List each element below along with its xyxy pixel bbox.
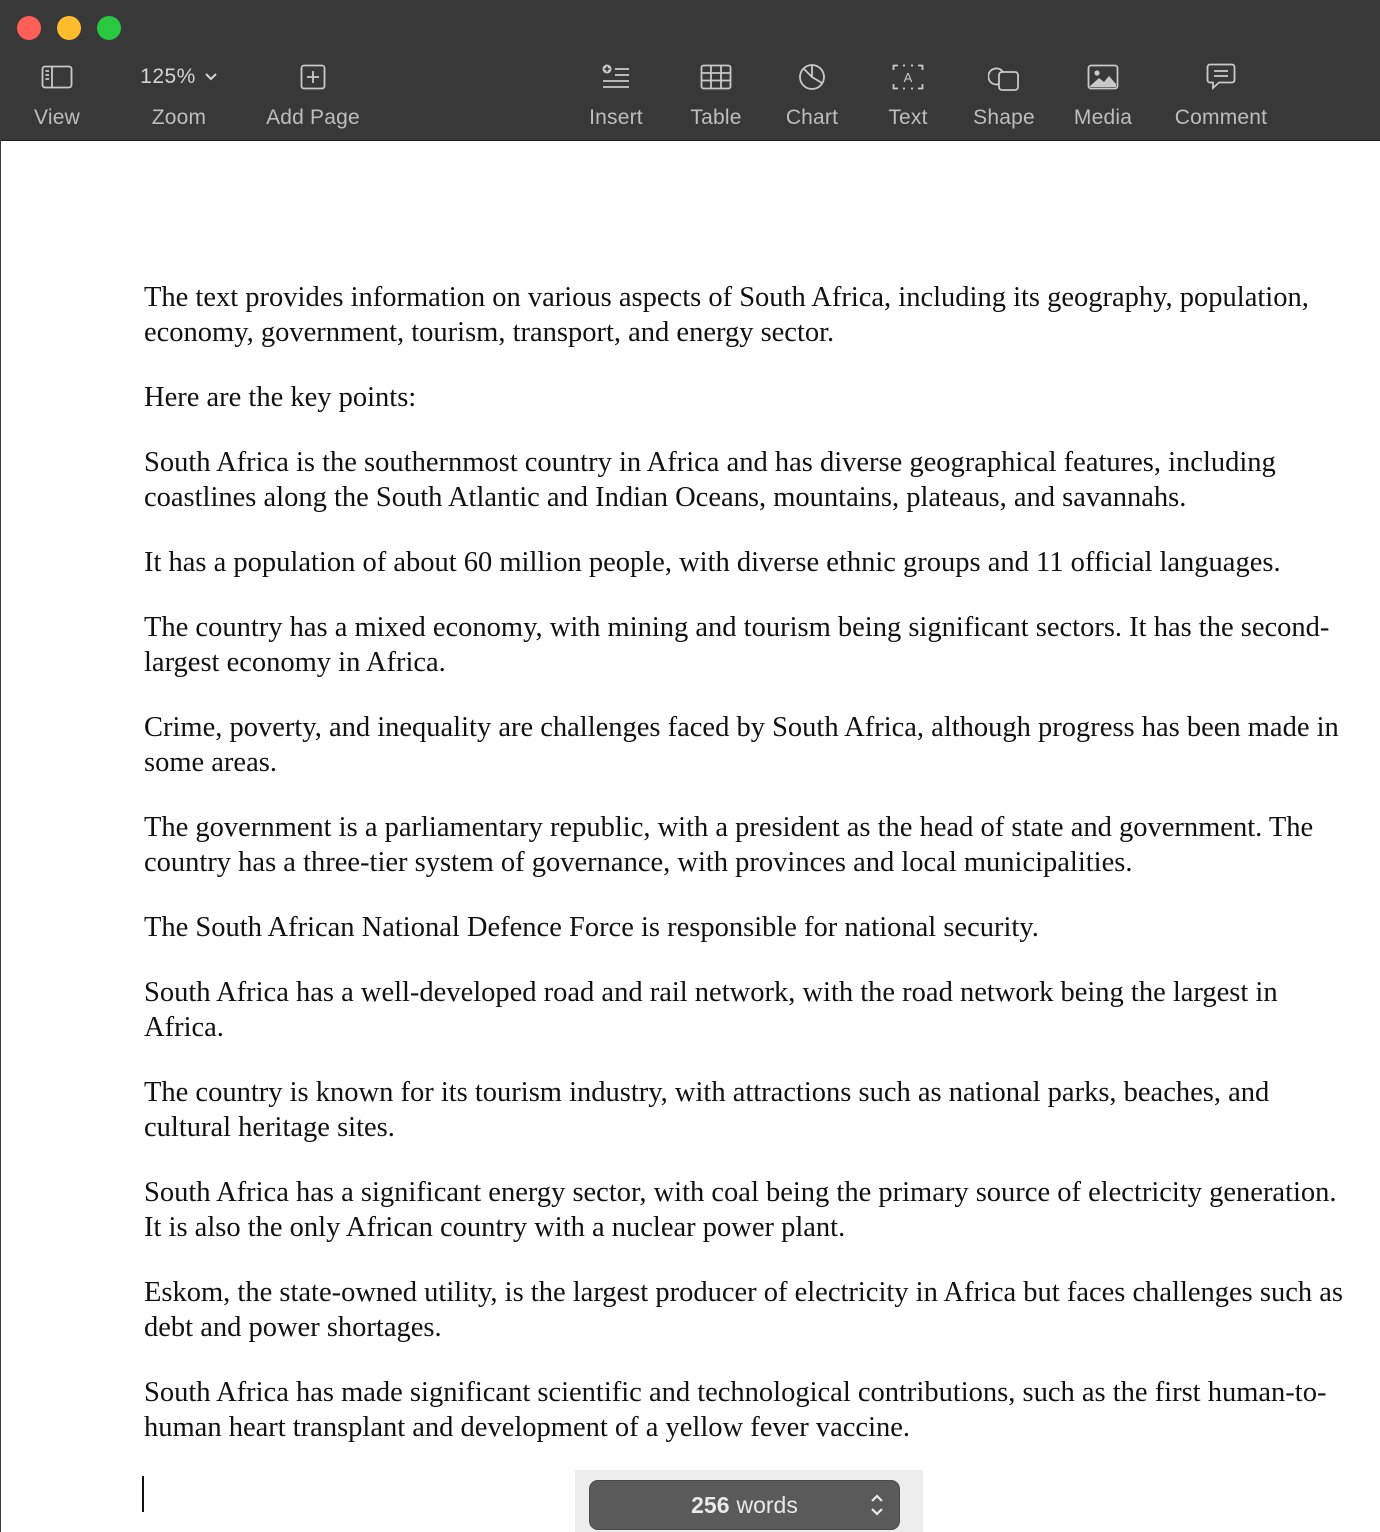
comment-button[interactable] <box>1167 58 1275 138</box>
insert-label: Insert <box>589 106 643 129</box>
insert-list-icon <box>601 58 631 96</box>
add-page-icon <box>300 58 326 96</box>
paragraph[interactable]: Here are the key points: <box>144 382 417 413</box>
chart-icon <box>798 58 826 96</box>
paragraph[interactable]: The country is known for its tourism industry, with attractions such as national parks, beaches, and cultural heritage sites. <box>144 1077 1270 1143</box>
toolbar <box>1 0 1380 141</box>
comment-label: Comment <box>1174 106 1268 129</box>
table-button[interactable] <box>685 58 747 138</box>
view-label: View <box>34 106 80 129</box>
sidebar-icon <box>41 58 73 96</box>
shape-label: Shape <box>973 106 1035 129</box>
insert-button[interactable] <box>583 58 649 138</box>
up-down-chevron-icon <box>869 1492 885 1524</box>
minimize-window-button[interactable] <box>57 16 81 40</box>
photo-icon <box>1087 58 1119 96</box>
table-label: Table <box>690 106 742 129</box>
chevron-down-icon <box>204 72 218 82</box>
paragraph[interactable]: Eskom, the state-owned utility, is the largest producer of electricity in Africa but faces challenges such as debt and power shortages. <box>144 1277 1343 1343</box>
text-button[interactable] <box>881 58 935 138</box>
chart-button[interactable] <box>781 58 843 138</box>
shape-icon <box>988 58 1020 96</box>
media-button[interactable] <box>1069 58 1137 138</box>
add-page-label: Add Page <box>266 106 360 129</box>
paragraph[interactable]: The South African National Defence Force is responsible for national security. <box>144 912 1039 943</box>
shape-button[interactable] <box>969 58 1039 138</box>
word-count-unit: words <box>736 1491 798 1518</box>
close-window-button[interactable] <box>17 16 41 40</box>
word-count-popup[interactable] <box>589 1480 900 1530</box>
zoom-control[interactable] <box>129 58 229 138</box>
paragraph[interactable]: The text provides information on various aspects of South Africa, including its geography, population, economy, government, tourism, transport, and energy sector. <box>144 282 1309 348</box>
add-page-button[interactable] <box>261 58 365 138</box>
document-body[interactable] <box>144 280 1354 1475</box>
text-label: Text <box>888 106 928 129</box>
view-button[interactable] <box>27 58 87 138</box>
maximize-window-button[interactable] <box>97 16 121 40</box>
paragraph[interactable]: The country has a mixed economy, with mining and tourism being significant sectors. It has the second-largest economy in Africa. <box>144 612 1330 678</box>
paragraph[interactable]: South Africa is the southernmost country in Africa and has diverse geographical features, including coastlines along the South Atlantic and Indian Oceans, mountains, plateaus, and savannahs. <box>144 447 1276 513</box>
word-count-value: 256 <box>691 1491 730 1518</box>
paragraph[interactable]: Crime, poverty, and inequality are challenges faced by South Africa, although progress has been made in some areas. <box>144 712 1339 778</box>
table-icon <box>700 58 732 96</box>
paragraph[interactable]: The government is a parliamentary republic, with a president as the head of state and government. The country has a three-tier system of governance, with provinces and local municipalities. <box>144 812 1314 878</box>
zoom-label: Zoom <box>151 106 207 129</box>
paragraph[interactable]: South Africa has a significant energy sector, with coal being the primary source of electricity generation. It is also the only African country with a nuclear power plant. <box>144 1177 1337 1243</box>
text-box-icon <box>892 58 924 96</box>
text-cursor <box>142 1476 144 1512</box>
svg-text:A: A <box>903 70 913 85</box>
comment-icon <box>1206 58 1236 96</box>
media-label: Media <box>1073 106 1133 129</box>
chart-label: Chart <box>785 106 839 129</box>
zoom-value: 125% <box>140 65 196 88</box>
paragraph[interactable]: South Africa has a well-developed road and rail network, with the road network being the largest in Africa. <box>144 977 1278 1043</box>
paragraph[interactable]: South Africa has made significant scientific and technological contributions, such as the first human-to-human heart transplant and development of a yellow fever vaccine. <box>144 1377 1327 1443</box>
paragraph[interactable]: It has a population of about 60 million people, with diverse ethnic groups and 11 official languages. <box>144 547 1281 578</box>
